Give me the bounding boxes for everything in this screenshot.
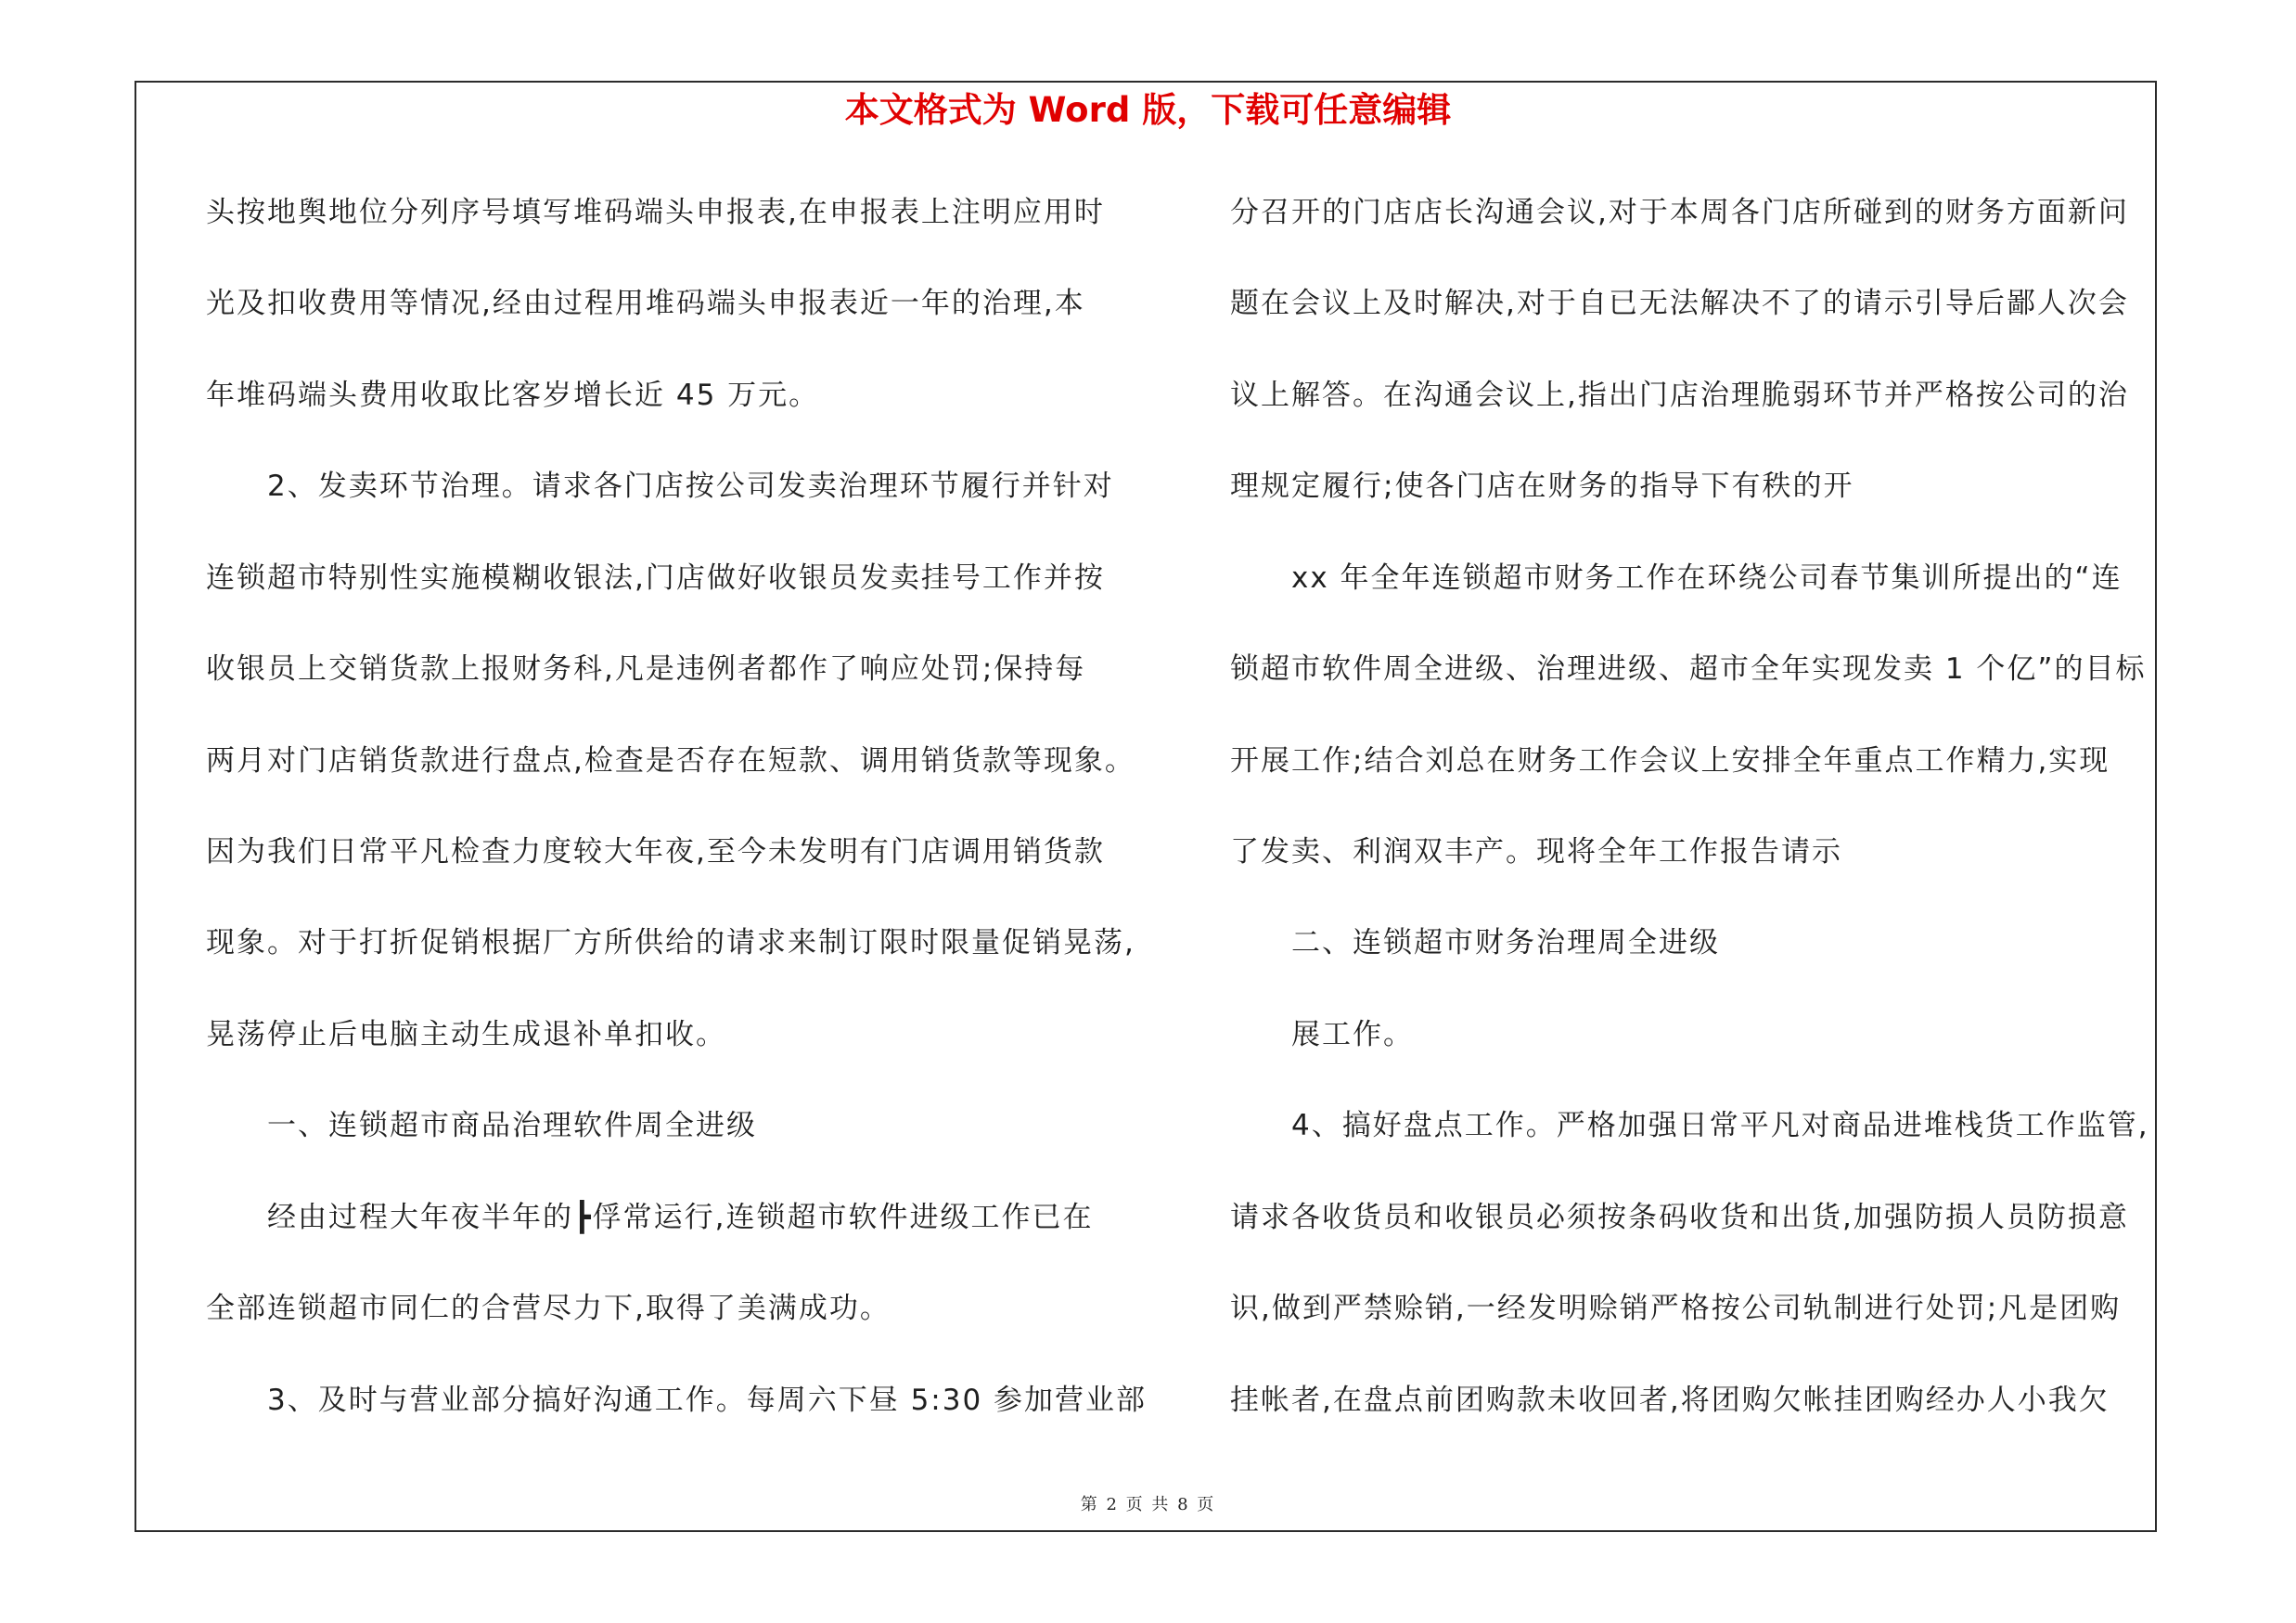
text-line: 经由过程大年夜半年的┣俘常运行,连锁超市软件进级工作已在 [267, 1201, 1094, 1234]
text-line: 开展工作;结合刘总在财务工作会议上安排全年重点工作精力,实现 [1230, 744, 2110, 778]
text-line: 2、发卖环节治理。请求各门店按公司发卖治理环节履行并针对 [267, 470, 1114, 503]
text-line: 现象。对于打折促销根据厂方所供给的请求来制订限时限量促销晃荡, [206, 926, 1135, 960]
text-line: 头按地舆地位分列序号填写堆码端头申报表,在申报表上注明应用时 [206, 196, 1105, 229]
text-line: 挂帐者,在盘点前团购款未收回者,将团购欠帐挂团购经办人小我欠 [1230, 1384, 2110, 1417]
text-line: 分召开的门店店长沟通会议,对于本周各门店所碰到的财务方面新问 [1230, 196, 2129, 229]
text-line: 请求各收货员和收银员必须按条码收货和出货,加强防损人员防损意 [1230, 1201, 2129, 1234]
text-line: 议上解答。在沟通会议上,指出门店治理脆弱环节并严格按公司的治 [1230, 379, 2129, 412]
text-line: 年堆码端头费用收取比客岁增长近 45 万元。 [206, 379, 820, 412]
text-line: xx 年全年连锁超市财务工作在环绕公司春节集训所提出的“连 [1291, 561, 2123, 595]
text-line: 因为我们日常平凡检查力度较大年夜,至今未发明有门店调用销货款 [206, 835, 1105, 869]
text-line: 两月对门店销货款进行盘点,检查是否存在短款、调用销货款等现象。 [206, 744, 1135, 778]
text-line: 收银员上交销货款上报财务科,凡是违例者都作了响应处罚;保持每 [206, 652, 1086, 686]
text-line: 晃荡停止后电脑主动生成退补单扣收。 [206, 1018, 726, 1051]
text-line: 连锁超市特别性实施模糊收银法,门店做好收银员发卖挂号工作并按 [206, 561, 1105, 595]
text-line: 锁超市软件周全进级、治理进级、超市全年实现发卖 1 个亿”的目标 [1230, 652, 2147, 686]
word-format-banner: 本文格式为 Word 版，下载可任意编辑 [844, 90, 1452, 130]
text-line: 全部连锁超市同仁的合营尽力下,取得了美满成功。 [206, 1292, 891, 1325]
text-line: 理规定履行;使各门店在财务的指导下有秩的开 [1230, 470, 1854, 503]
text-line: 光及扣收费用等情况,经由过程用堆码端头申报表近一年的治理,本 [206, 287, 1085, 320]
text-line: 了发卖、利润双丰产。现将全年工作报告请示 [1230, 835, 1842, 869]
text-line: 3、及时与营业部分搞好沟通工作。每周六下昼 5:30 参加营业部 [267, 1384, 1148, 1417]
section-heading: 一、连锁超市商品治理软件周全进级 [267, 1109, 757, 1142]
text-line: 展工作。 [1291, 1018, 1414, 1051]
page-number-footer: 第 2 页 共 8 页 [1080, 1495, 1216, 1514]
section-heading: 二、连锁超市财务治理周全进级 [1291, 926, 1720, 960]
text-line: 识,做到严禁赊销,一经发明赊销严格按公司轨制进行处罚;凡是团购 [1230, 1292, 2122, 1325]
text-line: 4、搞好盘点工作。严格加强日常平凡对商品进堆栈货工作监管, [1291, 1109, 2149, 1142]
text-line: 题在会议上及时解决,对于自已无法解决不了的请示引导后鄙人次会 [1230, 287, 2129, 320]
